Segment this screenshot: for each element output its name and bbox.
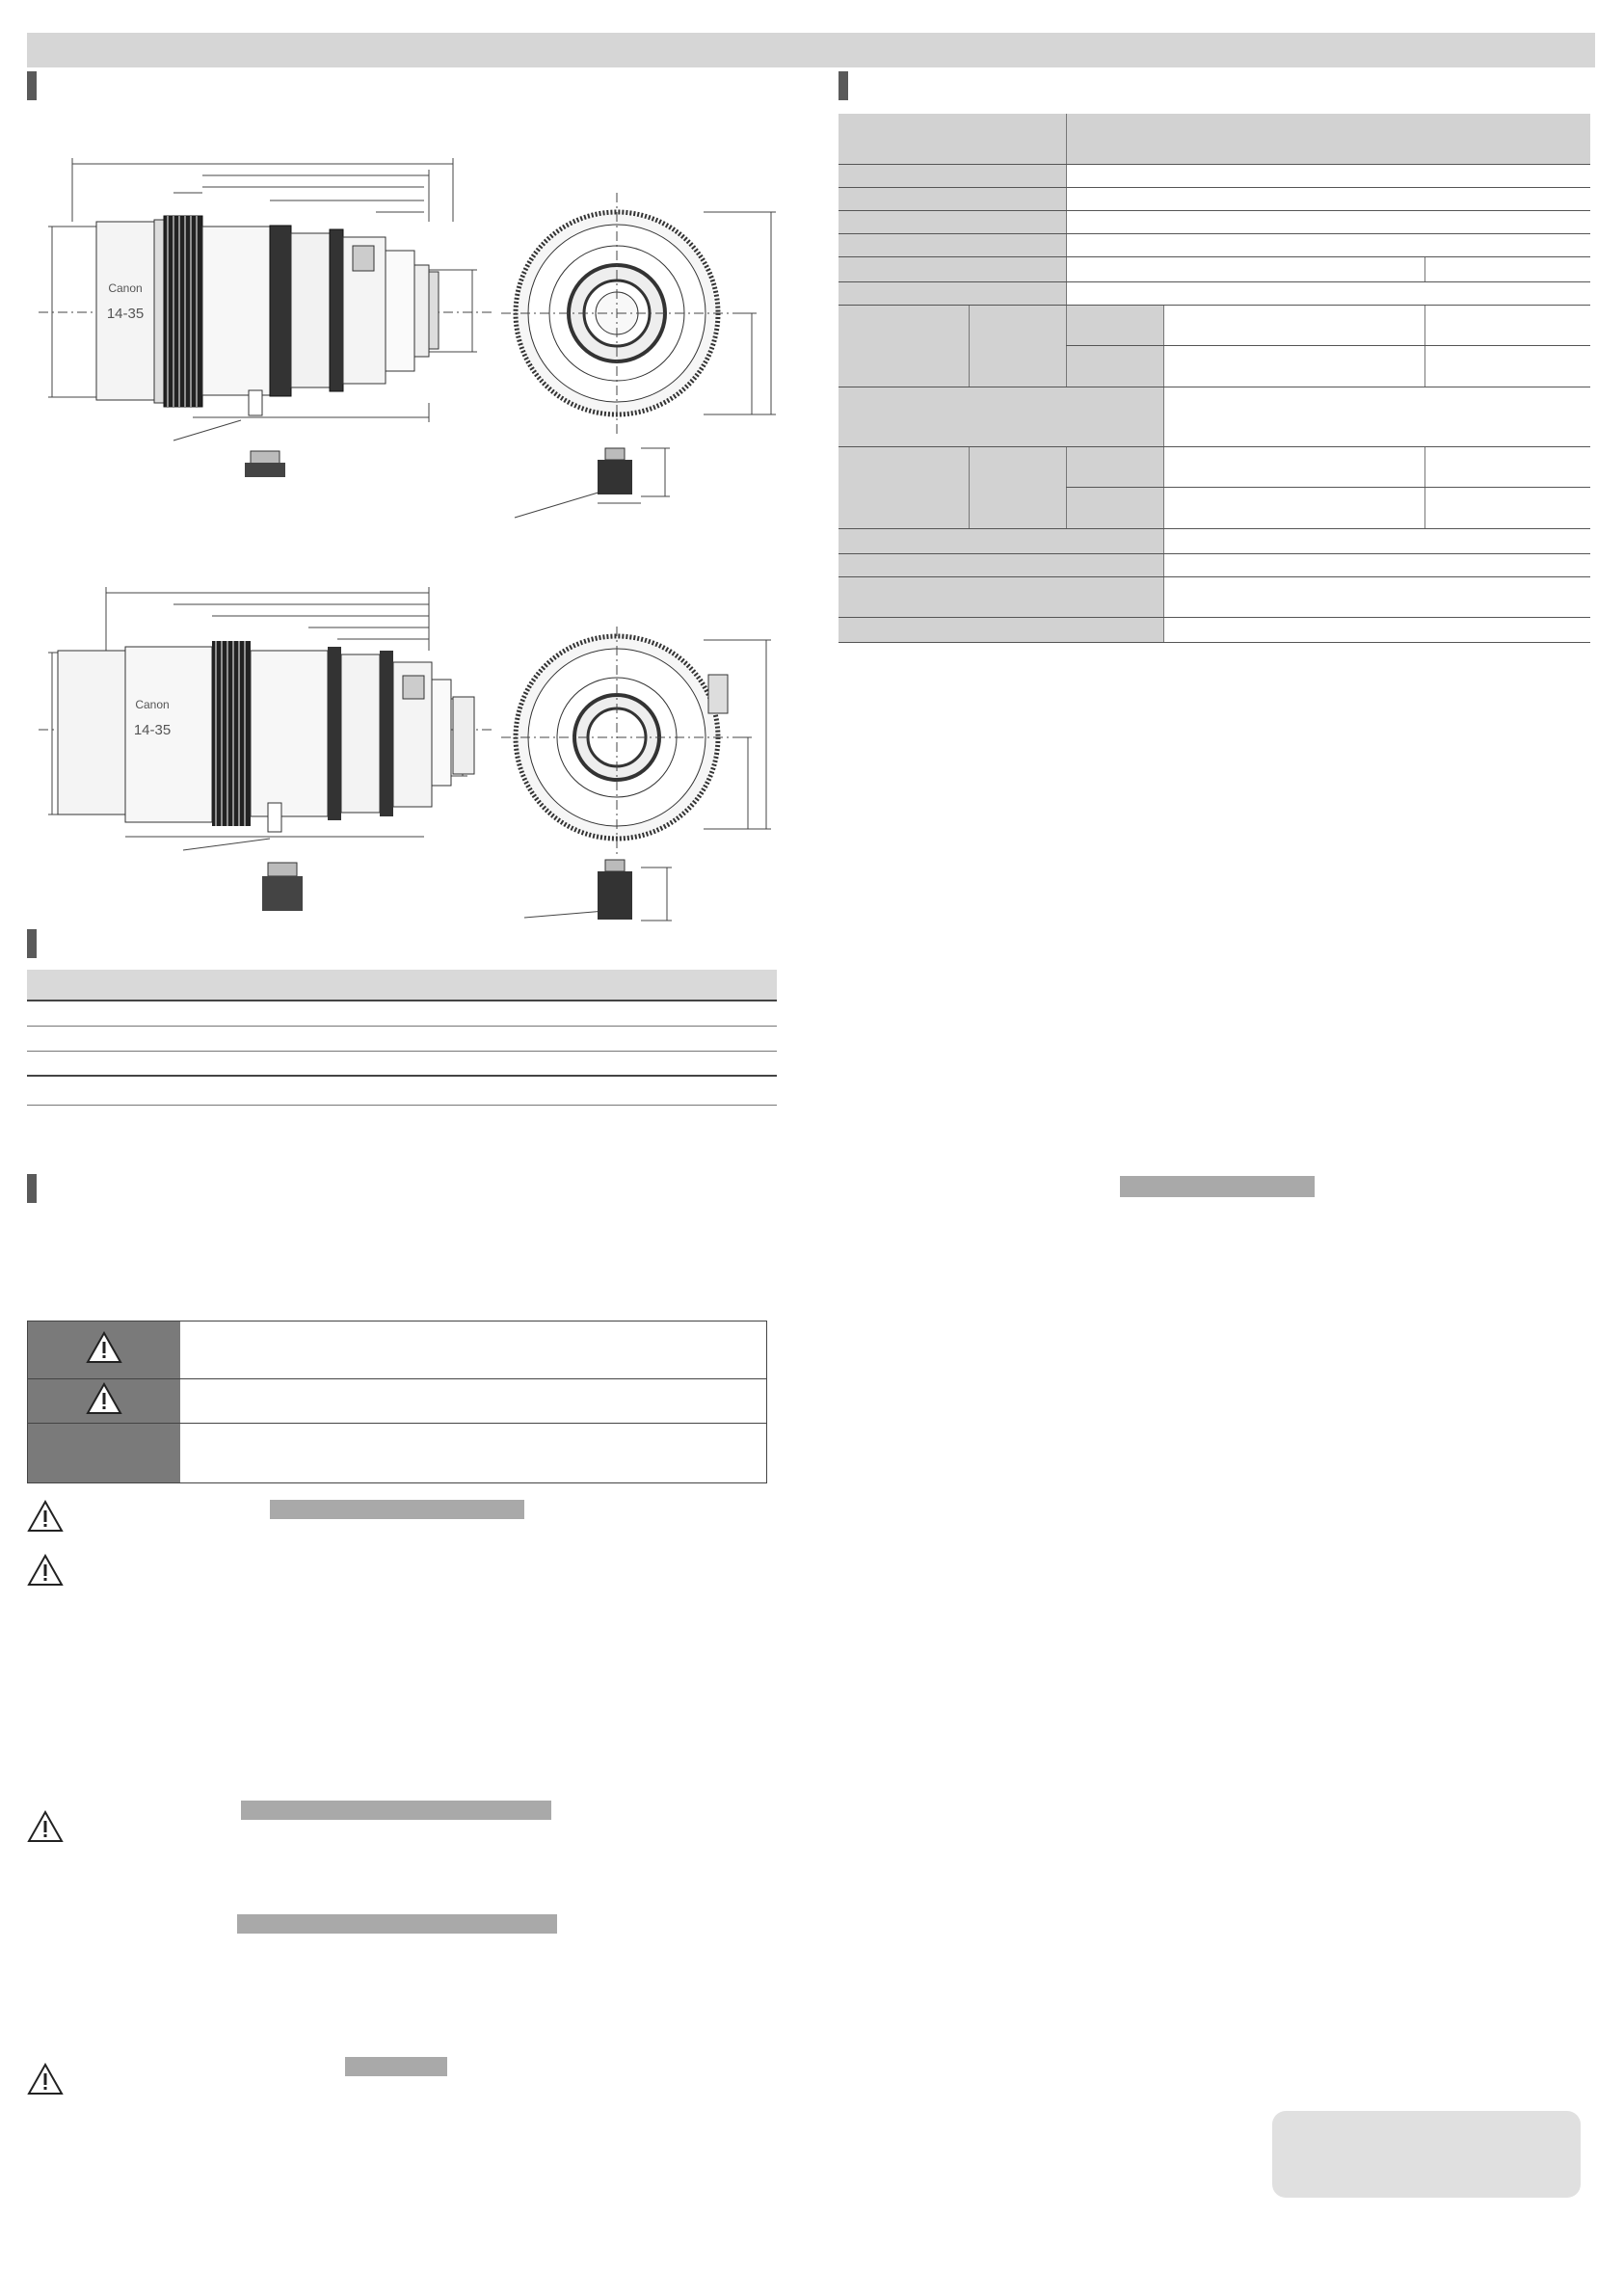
spec-row-value	[1164, 528, 1591, 553]
lens-front-view-drawing-1	[501, 193, 790, 540]
warning-triangle-icon	[27, 1554, 64, 1587]
spec-row-label	[839, 576, 1164, 617]
lens-side-view-drawing-1	[39, 145, 501, 477]
redacted-text	[237, 1914, 557, 1934]
notice-label-cell	[28, 1424, 181, 1483]
table-cell	[571, 1026, 777, 1051]
spec-row-label	[839, 528, 1164, 553]
spec-group-label	[839, 446, 1067, 488]
spec-row-value	[1067, 164, 1591, 187]
warning-triangle-icon	[27, 1500, 64, 1533]
warning-triangle-icon	[86, 1382, 122, 1415]
caution-description	[180, 1379, 767, 1424]
lens-focal-marking-2: 14-35	[133, 722, 172, 738]
table-cell	[159, 1001, 365, 1026]
table-cell	[27, 1001, 159, 1026]
lens-front-view-drawing-2	[501, 627, 790, 945]
table-header-cell	[571, 970, 777, 1001]
section-marker-dimensions	[27, 71, 37, 100]
spec-row-value	[1425, 346, 1591, 387]
redacted-text	[345, 2057, 447, 2076]
table-cell	[364, 1026, 571, 1051]
spec-row-value	[1164, 576, 1591, 617]
spec-row-value	[1067, 187, 1591, 210]
section-marker-safety	[27, 1174, 37, 1203]
table-cell	[571, 1051, 777, 1076]
spec-row-label	[839, 210, 1067, 233]
spec-row-value	[1425, 256, 1591, 281]
danger-description	[180, 1322, 767, 1379]
table-cell	[27, 1076, 159, 1105]
table-cell	[159, 1076, 365, 1105]
top-banner	[27, 33, 1595, 67]
spec-header-value	[1067, 114, 1591, 164]
spec-row-label	[839, 387, 1164, 446]
table-cell	[27, 1051, 159, 1076]
warning-triangle-icon	[27, 1810, 64, 1843]
table-cell	[364, 1076, 571, 1105]
warning-triangle-icon	[27, 2063, 64, 2096]
warning-triangle-icon	[86, 1331, 122, 1364]
lens-side-view-drawing-2	[39, 583, 501, 911]
lens-focal-marking: 14-35	[106, 306, 145, 322]
spec-group-label	[839, 346, 1067, 387]
spec-row-label	[839, 187, 1067, 210]
table-header-cell	[364, 970, 571, 1001]
spec-sub-label	[1067, 488, 1164, 529]
specification-table	[839, 114, 1590, 643]
spec-sub-label	[1067, 446, 1164, 488]
spec-row-value	[1164, 305, 1425, 346]
table-cell	[571, 1001, 777, 1026]
lens-logo: Canon	[108, 281, 143, 295]
section-marker-weights	[27, 929, 37, 958]
spec-header-label	[839, 114, 1067, 164]
dimension-table	[27, 970, 777, 1106]
spec-row-label	[839, 164, 1067, 187]
spec-row-value	[1164, 488, 1425, 529]
table-header-cell	[159, 970, 365, 1001]
spec-row-label	[839, 256, 1067, 281]
spec-row-value	[1164, 446, 1425, 488]
redacted-text	[270, 1500, 524, 1519]
spec-row-value	[1425, 488, 1591, 529]
spec-group-label	[839, 488, 1067, 529]
section-marker-specifications	[839, 71, 848, 100]
spec-row-label	[839, 617, 1164, 642]
table-cell	[571, 1076, 777, 1105]
notice-description	[180, 1424, 767, 1483]
spec-row-value	[1425, 305, 1591, 346]
spec-row-label	[839, 233, 1067, 256]
spec-row-value	[1067, 281, 1591, 305]
spec-row-value	[1067, 233, 1591, 256]
spec-row-value	[1164, 553, 1591, 576]
safety-legend-table	[27, 1321, 767, 1483]
table-cell	[159, 1051, 365, 1076]
table-cell	[364, 1001, 571, 1026]
spec-row-value	[1164, 346, 1425, 387]
caution-label-cell	[28, 1379, 181, 1424]
table-header-cell	[27, 970, 159, 1001]
spec-sub-label	[1067, 346, 1164, 387]
spec-row-value	[1067, 210, 1591, 233]
spec-group-label	[839, 305, 1067, 346]
spec-row-value	[1067, 256, 1425, 281]
spec-row-value	[1425, 446, 1591, 488]
spec-row-label	[839, 281, 1067, 305]
danger-label-cell	[28, 1322, 181, 1379]
spec-row-value	[1164, 617, 1591, 642]
spec-row-label	[839, 553, 1164, 576]
lens-logo-2: Canon	[135, 698, 170, 711]
redacted-text	[241, 1801, 551, 1820]
spec-row-value	[1164, 387, 1591, 446]
table-cell	[364, 1051, 571, 1076]
redacted-text	[1120, 1176, 1315, 1197]
note-box	[1272, 2111, 1581, 2198]
table-cell	[159, 1026, 365, 1051]
spec-sub-label	[1067, 305, 1164, 346]
table-cell	[27, 1026, 159, 1051]
